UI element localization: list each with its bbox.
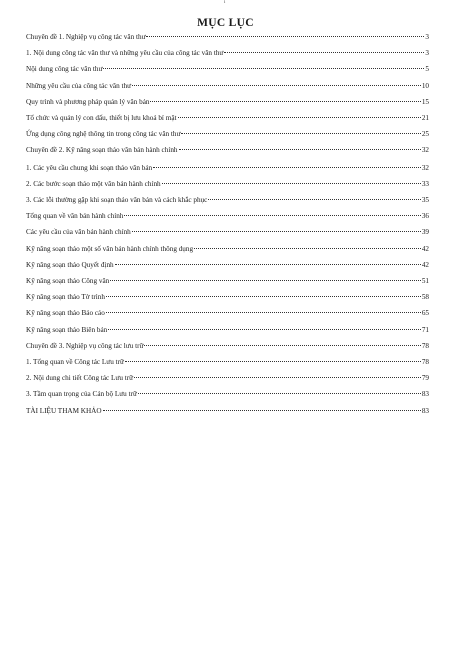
entry-page-number: 36	[421, 212, 429, 221]
dot-leader	[138, 393, 421, 394]
entry-title: Chuyên đề 1. Nghiệp vụ công tác văn thư	[26, 33, 146, 41]
toc-title: MỤC LỤC	[197, 17, 254, 29]
entry-title: 3. Các lỗi thường gặp khi soạn thảo văn bản và cách khắc phục	[26, 196, 208, 205]
entry-page-number: 42	[421, 260, 429, 269]
entry-title: 1. Nội dung công tác văn thư và những yêu cầu của công tác văn thư	[26, 49, 224, 58]
dot-leader	[106, 296, 421, 297]
toc-entry[interactable]	[26, 289, 429, 305]
toc-entry[interactable]	[26, 94, 429, 110]
entry-page-number: 3	[425, 49, 429, 58]
toc-entry[interactable]	[26, 61, 429, 77]
dot-leader	[106, 312, 421, 313]
entry-page-number: 79	[421, 374, 429, 383]
dot-leader	[108, 329, 421, 330]
entry-page-number: 32	[421, 163, 429, 172]
entry-title: Kỹ năng soạn thảo Tờ trình	[26, 293, 105, 302]
toc-entry[interactable]	[26, 386, 429, 402]
toc-entry[interactable]	[26, 224, 429, 240]
toc-entry[interactable]	[26, 45, 429, 61]
entry-page-number: 83	[421, 406, 429, 415]
dot-leader	[146, 36, 424, 37]
dot-leader	[132, 231, 421, 232]
entry-page-number: 83	[421, 390, 429, 399]
dot-leader	[224, 52, 424, 53]
entry-title: Quy trình và phương pháp quản lý văn bản	[26, 97, 150, 106]
toc-entry[interactable]	[26, 78, 429, 94]
dot-leader	[194, 248, 421, 249]
entry-title: Kỹ năng soạn thảo Công văn	[26, 277, 110, 285]
toc-entry[interactable]	[26, 273, 429, 289]
toc-entry[interactable]	[26, 305, 429, 321]
entry-page-number: 58	[421, 293, 429, 302]
dot-leader	[208, 199, 420, 200]
entry-title: Tổng quan về văn bản hành chính	[26, 212, 124, 221]
entry-title: 1. Tổng quan về Công tác Lưu trữ	[26, 357, 124, 366]
entry-page-number: 21	[421, 113, 429, 122]
entry-title: Kỹ năng soạn thảo Báo cáo	[26, 309, 105, 318]
toc-entry[interactable]	[26, 208, 429, 224]
entry-title: TÀI LIỆU THAM KHẢO	[26, 406, 102, 415]
entry-page-number: 33	[421, 179, 429, 188]
toc-entry[interactable]	[26, 241, 429, 257]
toc-entry[interactable]	[26, 176, 429, 192]
page-marker: i	[224, 0, 226, 5]
entry-title: Kỹ năng soạn thảo Quyết định	[26, 260, 114, 269]
dot-leader	[125, 361, 421, 362]
entry-title: Các yêu cầu của văn bản hành chính	[26, 228, 131, 237]
toc-entry[interactable]	[26, 338, 429, 354]
toc-entry[interactable]	[26, 322, 429, 338]
dot-leader	[132, 85, 421, 86]
dot-leader	[124, 215, 420, 216]
entry-page-number: 15	[421, 97, 429, 106]
toc-entry[interactable]	[26, 257, 429, 273]
entry-page-number: 42	[421, 244, 429, 253]
entry-page-number: 3	[425, 33, 429, 41]
entry-page-number: 78	[421, 341, 429, 350]
dot-leader	[110, 280, 421, 281]
entry-title: 3. Tầm quan trọng của Cán bộ Lưu trữ	[26, 390, 137, 399]
dot-leader	[134, 377, 421, 378]
entry-page-number: 71	[421, 325, 429, 334]
dot-leader	[150, 101, 420, 102]
toc-entry[interactable]	[26, 126, 429, 142]
entry-title: Ứng dụng công nghệ thông tin trong công tác văn thư	[26, 130, 181, 139]
toc-entry[interactable]	[26, 110, 429, 126]
entry-page-number: 5	[425, 65, 429, 74]
toc-entry[interactable]	[26, 142, 429, 158]
toc-entry[interactable]	[26, 29, 429, 45]
dot-leader	[115, 264, 421, 265]
entry-page-number: 78	[421, 357, 429, 366]
entry-page-number: 32	[421, 146, 429, 155]
toc-entry[interactable]	[26, 354, 429, 370]
entry-title: Kỹ năng soạn thảo một số văn bản hành chính thông dụng	[26, 244, 194, 253]
entry-page-number: 39	[421, 228, 429, 237]
entry-title: Những yêu cầu của công tác văn thư	[26, 81, 131, 90]
entry-title: 2. Các bước soạn thảo một văn bản hành chính	[26, 179, 161, 188]
toc-entry[interactable]	[26, 370, 429, 386]
dot-leader	[153, 167, 421, 168]
entry-title: Kỹ năng soạn thảo Biên bản	[26, 325, 108, 334]
dot-leader	[179, 149, 421, 150]
entry-title: Tổ chức và quản lý con dấu, thiết bị lưu khoá bí mật	[26, 113, 177, 122]
toc-entry[interactable]	[26, 192, 429, 208]
dot-leader	[103, 68, 424, 69]
entry-page-number: 51	[421, 277, 429, 285]
entry-page-number: 65	[421, 309, 429, 318]
dot-leader	[162, 183, 421, 184]
entry-page-number: 35	[421, 196, 429, 205]
dot-leader	[178, 117, 421, 118]
toc-entry[interactable]	[26, 403, 429, 419]
table-of-contents	[26, 29, 429, 419]
entry-title: 2. Nội dung chi tiết Công tác Lưu trữ	[26, 374, 134, 383]
dot-leader	[144, 345, 420, 346]
toc-entry[interactable]	[26, 160, 429, 176]
entry-page-number: 10	[421, 81, 429, 90]
dot-leader	[181, 133, 420, 134]
dot-leader	[103, 410, 421, 411]
entry-title: Chuyên đề 3. Nghiệp vụ công tác lưu trữ	[26, 341, 144, 350]
entry-title: 1. Các yêu cầu chung khi soạn thảo văn bản	[26, 163, 153, 172]
entry-page-number: 25	[421, 130, 429, 139]
entry-title: Chuyên đề 2. Kỹ năng soạn thảo văn bản hành chính	[26, 146, 178, 155]
entry-title: Nội dung công tác văn thư	[26, 65, 103, 74]
